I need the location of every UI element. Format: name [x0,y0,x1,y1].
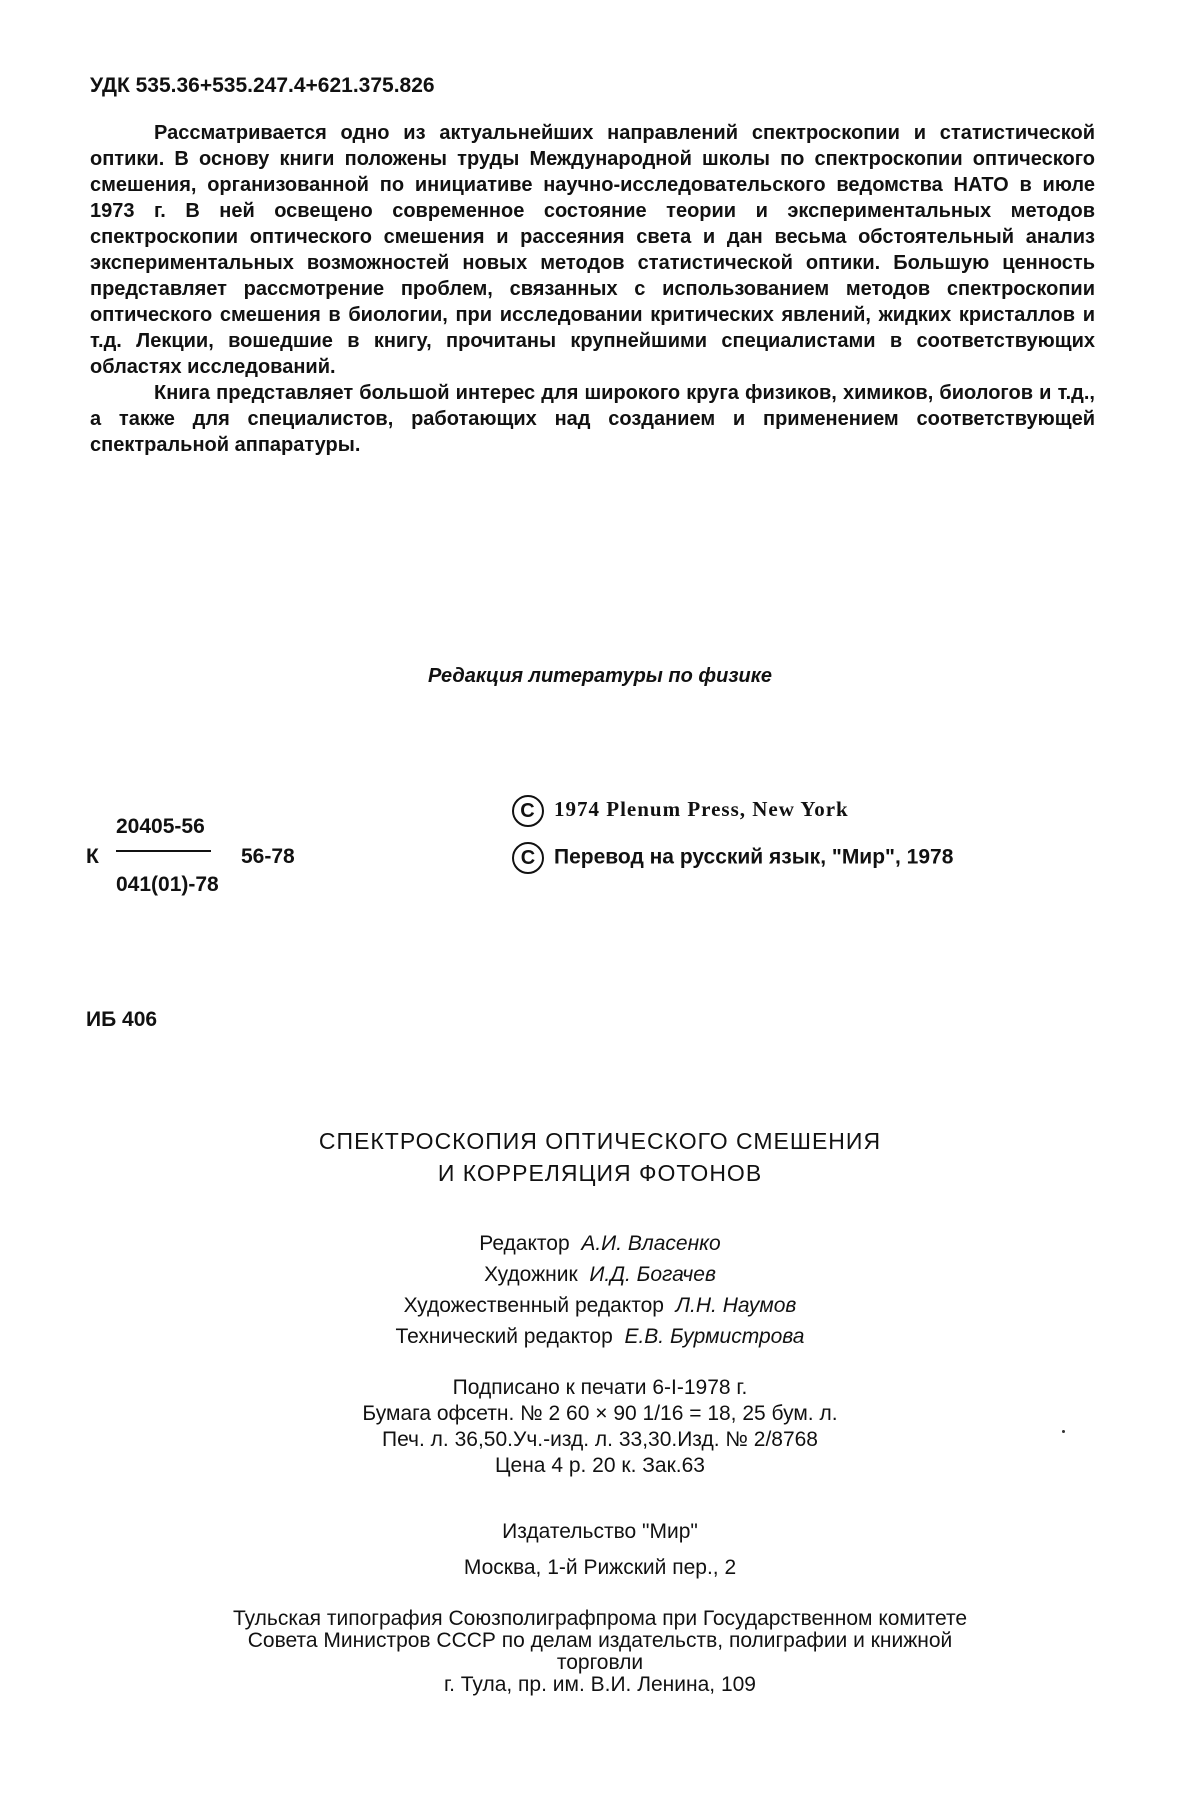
credit-role: Художник [484,1263,578,1286]
publisher-name: Издательство "Мир" [502,1520,698,1543]
abstract [90,120,1095,458]
title-line-2: И КОРРЕЛЯЦИЯ ФОТОНОВ [437,1160,763,1186]
credit-role: Художественный редактор [403,1294,664,1317]
printer-line-3: торговли [556,1651,644,1674]
title-line-1: СПЕКТРОСКОПИЯ ОПТИЧЕСКОГО СМЕШЕНИЯ [318,1128,882,1154]
abstract-paragraph-2: Книга представляет большой интерес для широкого круга физиков, химиков, биологов и т.д., а также для специалистов, работающих над созданием и применением соответствующей спектральной аппаратуры. [90,382,1095,456]
abstract-paragraph-1: Рассматривается одно из актуальнейших направлений спектроскопии и статистической оптики. В основу книги положены труды Международной школы по спектроскопии оптического смешения, организованной по инициативе научно-исследовательского ведомства НАТО в июле 1973 г. В ней освещено современное состояние теории и экспериментальных методов спектроскопии оптического смешения и рассеяния света и дан весьма обстоятельный анализ экспериментальных возможностей новых методов статистической оптики. Большую ценность представляет рассмотрение проблем, связанных с использованием методов спектроскопии оптического смешения в биологии, при исследовании критических явлений, жидких кристаллов и т.д. Лекции, вошедшие в книгу, прочитаны крупнейшими специалистами в соответствующих областях исследований. [90,122,1095,378]
credit-editor [0,1228,1200,1259]
signed-to-print: Подписано к печати 6-I-1978 г. [452,1376,748,1399]
copyright-icon: C [512,842,544,874]
credit-name: А.И. Власенко [581,1232,721,1255]
publisher [0,1514,1200,1586]
credits [0,1228,1200,1352]
index-code-suffix: 56-78 [241,845,295,868]
ib-number: ИБ 406 [86,1008,158,1031]
fraction-line [116,850,211,852]
printing-house [80,1608,1120,1696]
index-code-denominator: 041(01)-78 [116,873,219,896]
copyright-translation-text: Перевод на русский язык, "Мир", 1978 [554,845,954,869]
index-code-numerator: 20405-56 [116,815,205,838]
udk-code: УДК 535.36+535.247.4+621.375.826 [90,74,435,97]
copyright-original [512,795,849,827]
credit-role: Редактор [479,1232,570,1255]
credit-name: Л.Н. Наумов [675,1294,797,1317]
copyright-original-text: 1974 Plenum Press, New York [554,796,849,821]
credit-role: Технический редактор [395,1325,613,1348]
paper-format: Бумага офсетн. № 2 60 × 90 1/16 = 18, 25 бум. л. [362,1402,838,1425]
printer-line-1: Тульская типография Союзполиграфпрома при Государственном комитете [232,1607,968,1630]
publication-details [0,1375,1200,1479]
publisher-address: Москва, 1-й Рижский пер., 2 [463,1556,737,1579]
credit-name: Е.В. Бурмистрова [624,1325,805,1348]
speck [1062,1430,1065,1433]
index-code [86,815,346,895]
index-code-prefix: К [86,845,99,868]
printed-sheets: Печ. л. 36,50.Уч.-изд. л. 33,30.Изд. № 2/8768 [381,1428,818,1451]
credit-artist [0,1259,1200,1290]
printer-line-2: Совета Министров СССР по делам издательств, полиграфии и книжной [247,1629,953,1652]
book-title [0,1125,1200,1189]
copyright-icon: C [512,795,544,827]
credit-tech-editor [0,1321,1200,1352]
copyright-translation [512,842,953,874]
printer-line-4: г. Тула, пр. им. В.И. Ленина, 109 [444,1673,756,1696]
credit-art-editor [0,1290,1200,1321]
credit-name: И.Д. Богачев [589,1263,716,1286]
editorial-office: Редакция литературы по физике [427,665,773,687]
price: Цена 4 р. 20 к. Зак.63 [495,1454,705,1477]
